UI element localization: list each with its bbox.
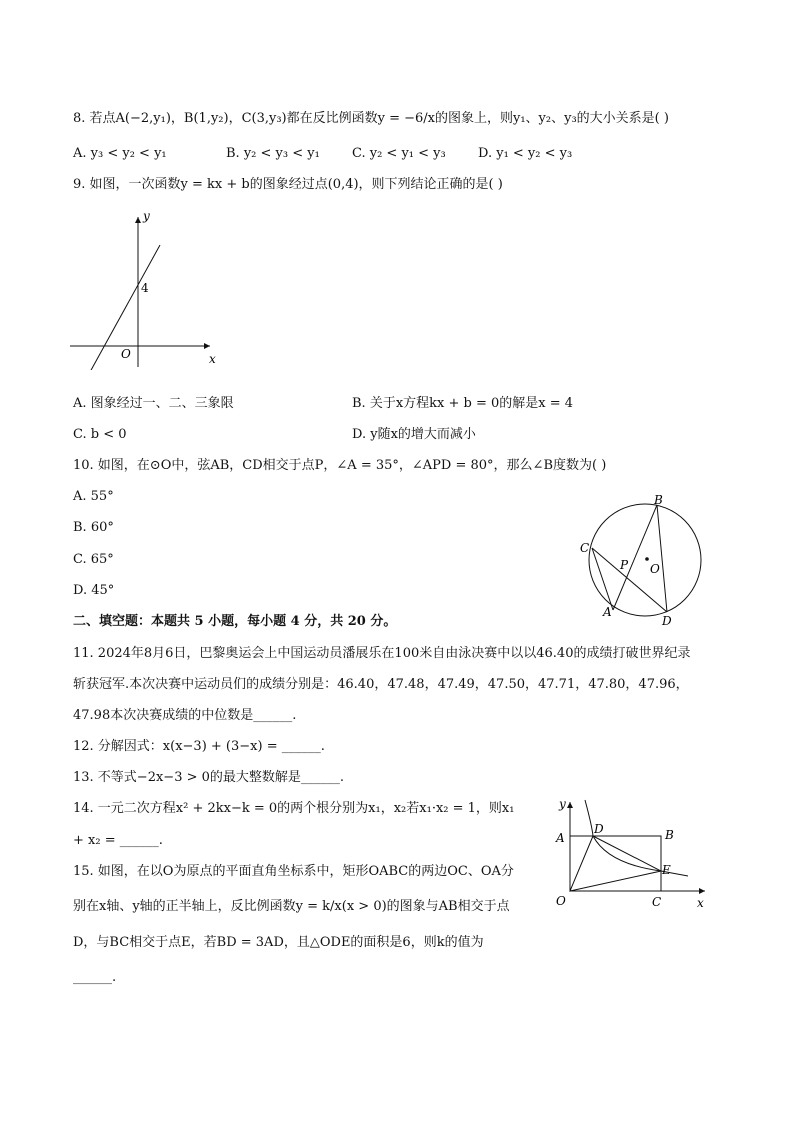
q10-stem: 10. 如图，在⊙O中，弦AB，CD相交于点P，∠A = 35°，∠APD = 80°，那么∠B度数为( ) xyxy=(73,458,607,473)
label-d: D xyxy=(662,614,672,628)
q9-option-c[interactable]: C. b < 0 xyxy=(73,427,127,442)
label-p: P xyxy=(620,558,629,572)
q10-option-b[interactable]: B. 60° xyxy=(73,520,114,535)
q12-text: 12. 分解因式：x(x−3) + (3−x) = ______. xyxy=(73,739,325,754)
label-e: E xyxy=(662,863,671,877)
q10-figure xyxy=(570,488,710,628)
q14-line-2: + x₂ = ______. xyxy=(73,833,163,848)
label-b: B xyxy=(665,828,674,842)
q8-option-a[interactable]: A. y₃ < y₂ < y₁ xyxy=(73,146,167,161)
intercept-label: 4 xyxy=(141,281,149,295)
q11-line-1: 11. 2024年8月6日，巴黎奥运会上中国运动员潘展乐在100米自由泳决赛中以以46.40的成绩打破世界纪录 xyxy=(73,646,691,661)
q15-line-2: 别在x轴、y轴的正半轴上，反比例函数y = k/x(x > 0)的图象与AB相交于点 xyxy=(73,899,510,914)
triangle-ode xyxy=(570,836,661,891)
label-o: O xyxy=(650,562,660,576)
q14-line-1: 14. 一元二次方程x² + 2kx−k = 0的两个根分别为x₁，x₂若x₁·x₂ = 1，则x₁ xyxy=(73,801,515,816)
origin-label: O xyxy=(121,347,131,361)
q9-figure xyxy=(68,205,228,370)
q15-line-4: ______. xyxy=(73,970,117,985)
y-axis-label: y xyxy=(143,209,150,223)
label-y: y xyxy=(559,797,566,811)
label-o: O xyxy=(556,894,566,908)
q13-text: 13. 不等式−2x−3 > 0的最大整数解是______. xyxy=(73,770,345,785)
segment-bd xyxy=(657,505,667,612)
label-c: C xyxy=(652,895,662,909)
label-x: x xyxy=(697,896,704,910)
q11-line-3: 47.98本次决赛成绩的中位数是______. xyxy=(73,708,297,723)
q8-option-c[interactable]: C. y₂ < y₁ < y₃ xyxy=(352,146,446,161)
x-axis-label: x xyxy=(209,352,216,366)
q11-line-2: 斩获冠军.本次决赛中运动员们的成绩分别是：46.40，47.48，47.49，47.50，47.71，47.80，47.96， xyxy=(73,677,689,692)
q15-line-3: D，与BC相交于点E，若BD = 3AD，且△ODE的面积是6，则k的值为 xyxy=(73,935,484,950)
section-2-title: 二、填空题：本题共 5 小题，每小题 4 分，共 20 分。 xyxy=(73,614,397,629)
q8-option-d[interactable]: D. y₁ < y₂ < y₃ xyxy=(478,146,573,161)
q9-option-a[interactable]: A. 图象经过一、二、三象限 xyxy=(73,396,234,411)
q8-option-b[interactable]: B. y₂ < y₃ < y₁ xyxy=(226,146,320,161)
q15-figure xyxy=(548,796,710,916)
q10-option-a[interactable]: A. 55° xyxy=(73,489,114,504)
q9-option-d[interactable]: D. y随x的增大而减小 xyxy=(352,427,476,442)
q9-stem: 9. 如图，一次函数y = kx + b的图象经过点(0,4)，则下列结论正确的是( ) xyxy=(73,177,503,192)
label-c: C xyxy=(580,541,590,555)
q8-stem: 8. 若点A(−2,y₁)，B(1,y₂)，C(3,y₃)都在反比例函数y = −6/x的图象上，则y₁、y₂、y₃的大小关系是( ) xyxy=(73,111,669,126)
q10-option-c[interactable]: C. 65° xyxy=(73,552,114,567)
label-d: D xyxy=(594,822,604,836)
label-b: B xyxy=(654,493,663,507)
q15-line-1: 15. 如图，在以O为原点的平面直角坐标系中，矩形OABC的两边OC、OA分 xyxy=(73,864,514,879)
label-a: A xyxy=(556,831,565,845)
center-point xyxy=(645,557,649,561)
q9-option-b[interactable]: B. 关于x方程kx + b = 0的解是x = 4 xyxy=(352,396,574,411)
label-a: A xyxy=(603,605,612,619)
q10-option-d[interactable]: D. 45° xyxy=(73,583,115,598)
